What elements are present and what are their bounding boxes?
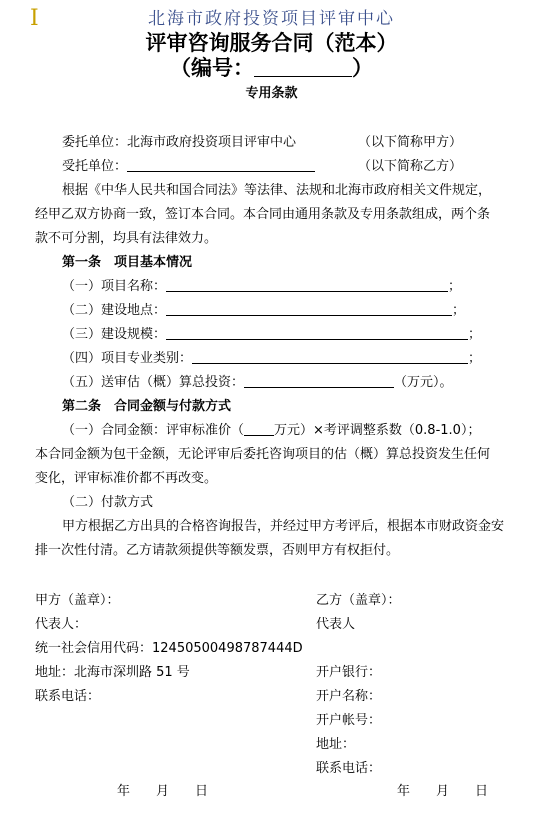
preamble-line-1: 根据《中华人民共和国合同法》等法律、法规和北海市政府相关文件规定， [62,183,492,198]
contract-number-line [0,55,543,81]
project-name-end: ； [448,279,462,294]
contractor-blank[interactable] [127,158,315,172]
client-label: 委托单位：北海市政府投资项目评审中心 [62,135,297,150]
scale-end: ； [468,327,482,342]
amount-suffix: 万元）×考评调整系数（0.8-1.0）； [274,423,481,438]
article-1-heading: 第一条 项目基本情况 [62,255,193,270]
investment-blank[interactable] [244,374,394,388]
investment-end: （万元）。 [394,375,453,390]
payment-line-1: 甲方根据乙方出具的合格咨询报告，并经过甲方考评后，根据本市财政资金安 [62,519,505,534]
party-a-address: 地址：北海市深圳路 51 号 [35,665,190,680]
investment-line [62,374,453,392]
scale-line [62,326,481,344]
location-blank[interactable] [166,302,452,316]
amount-prefix: （一）合同金额：评审标准价（ [62,423,245,438]
document-title: 评审咨询服务合同（范本） [145,30,398,55]
scale-label: （三）建设规模： [62,327,167,342]
location-end: ； [452,303,466,318]
subtitle: 专用条款 [245,86,298,101]
amount-line-2: 本合同金额为包干金额，无论评审后委托咨询项目的估（概）算总投资发生任何 [35,447,491,462]
org-name: 北海市政府投资项目评审中心 [148,9,395,29]
party-b-rep: 代表人 [316,617,356,632]
location-label: （二）建设地点： [62,303,167,318]
party-a-phone: 联系电话： [35,689,101,704]
project-name-line [62,278,461,296]
category-end: ； [468,351,482,366]
party-b-account-number: 开户帐号： [316,713,382,728]
number-close: ） [352,55,373,80]
text-cursor-icon: I [30,6,39,31]
party-b-account-name: 开户名称： [316,689,382,704]
preamble-line-2: 经甲乙双方协商一致，签订本合同。本合同由通用条款及专用条款组成，两个条 [35,207,491,222]
contractor-alias: （以下简称乙方） [358,159,463,174]
party-b-seal: 乙方（盖章）： [316,593,401,608]
party-b-phone: 联系电话： [316,761,382,776]
category-label: （四）项目专业类别： [62,351,193,366]
preamble-line-3: 款不可分割，均具有法律效力。 [35,231,218,246]
project-name-label: （一）项目名称： [62,279,167,294]
scale-blank[interactable] [166,326,468,340]
investment-label: （五）送审估（概）算总投资： [62,375,245,390]
party-b-bank: 开户银行： [316,665,382,680]
client-alias: （以下简称甲方） [358,135,463,150]
category-blank[interactable] [192,350,468,364]
party-a-credit-code: 统一社会信用代码：12450500498787444D [35,641,303,656]
contractor-line [62,158,315,176]
payment-line-2: 排一次性付清。乙方请款须提供等额发票，否则甲方有权拒付。 [35,543,400,558]
number-open: （编号： [170,55,254,80]
party-b-address: 地址： [316,737,356,752]
contract-number-blank[interactable] [254,58,352,77]
article-2-heading: 第二条 合同金额与付款方式 [62,399,232,414]
project-name-blank[interactable] [166,278,448,292]
party-a-seal: 甲方（盖章）： [35,593,120,608]
amount-line [62,422,480,440]
party-b-date: 年 月 日 [397,784,489,799]
standard-price-blank[interactable] [244,422,274,436]
payment-heading: （二）付款方式 [62,495,154,510]
party-a-date: 年 月 日 [117,784,209,799]
amount-line-3: 变化，评审标准价都不再改变。 [35,471,218,486]
location-line [62,302,465,320]
party-a-rep: 代表人： [35,617,88,632]
category-line [62,350,481,368]
contractor-label: 受托单位： [62,159,128,174]
